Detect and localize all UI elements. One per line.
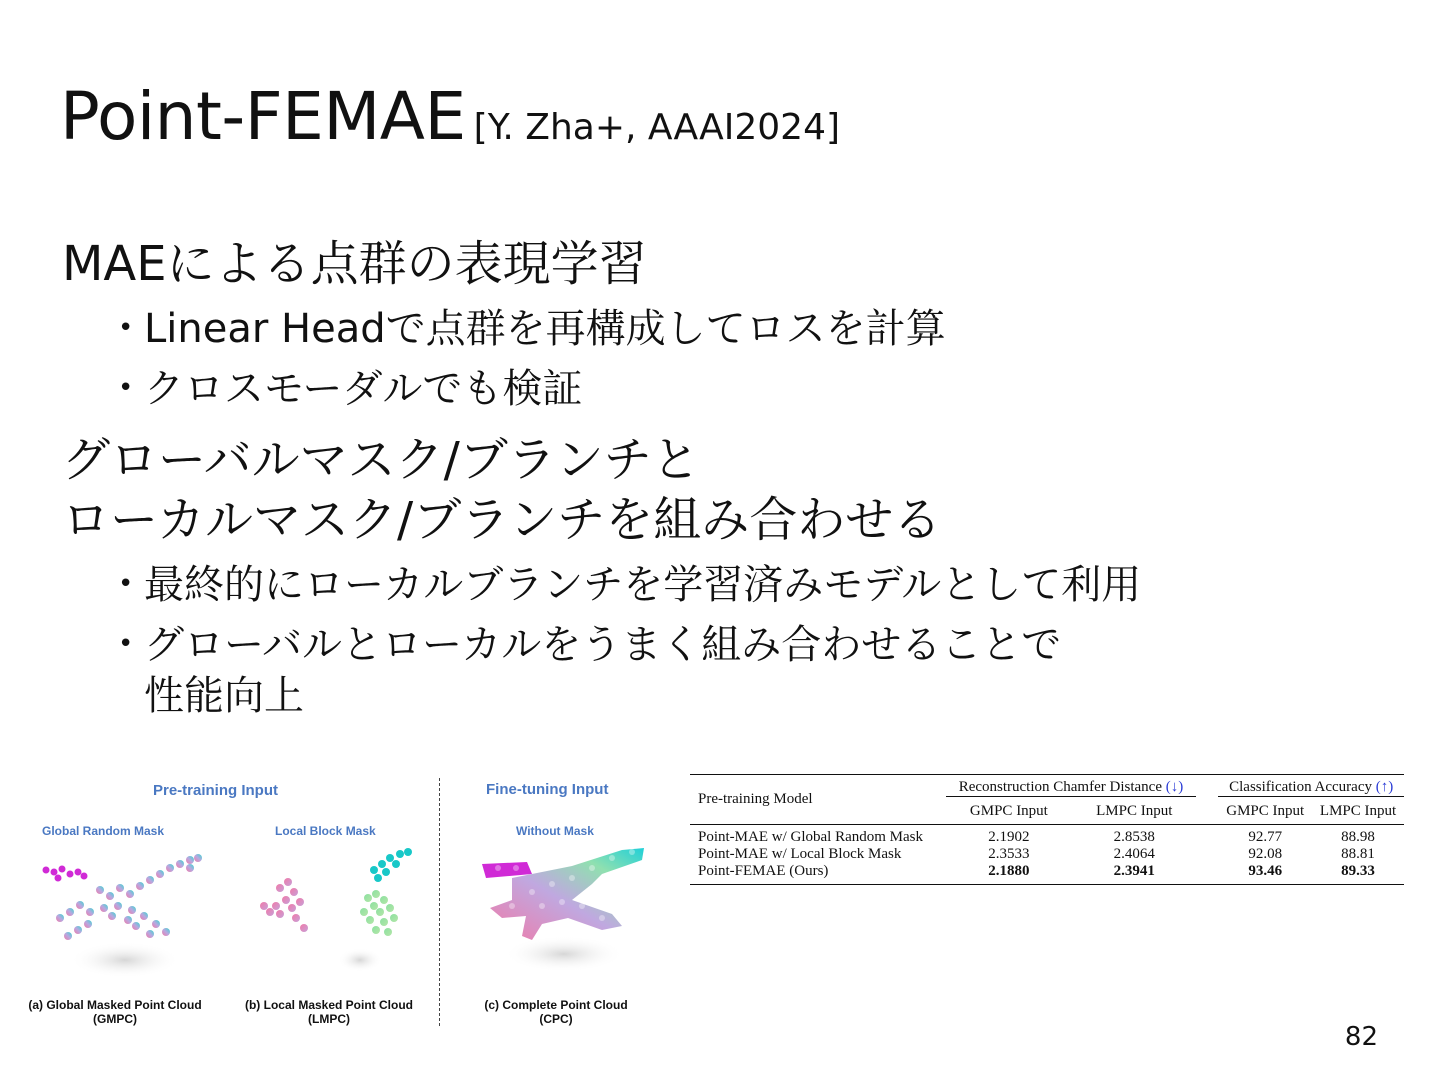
sub-lmpc-input: LMPC Input (1319, 803, 1397, 819)
table-spacer (1196, 797, 1218, 825)
page-number: 82 (1344, 1022, 1378, 1052)
bullet-dot: • (118, 313, 134, 343)
cell-value: 2.3533 (988, 846, 1030, 862)
cell-value: 88.81 (1341, 846, 1375, 862)
bullet-text: Linear Headで点群を再構成してロスを計算 (144, 306, 946, 352)
caption-gmpc (10, 998, 220, 1026)
title-main: Point-FEMAE (60, 78, 466, 155)
pretrain-header: Pre-training Input (153, 782, 278, 799)
caption-lmpc (224, 998, 434, 1026)
group-reconstruction (946, 775, 1197, 797)
cell-value: 2.3941 (1113, 863, 1155, 879)
arrow-up-icon: (↑) (1375, 779, 1394, 795)
caption-cpc (456, 998, 656, 1026)
caption-lmpc-line2: (LMPC) (308, 1012, 350, 1026)
caption-lmpc-line1: (b) Local Masked Point Cloud (244, 998, 413, 1012)
bullet-item (118, 364, 582, 413)
point-cloud-figure (10, 770, 660, 1040)
table-spacer (1196, 863, 1218, 885)
cell-value: 2.1880 (988, 863, 1030, 879)
cell-model: Point-MAE w/ Local Block Mask (698, 846, 902, 862)
cell-value: 93.46 (1248, 863, 1283, 879)
sub-global-random-mask: Global Random Mask (42, 824, 165, 838)
section-heading-global-local-1: グローバルマスク/ブランチと (62, 432, 700, 488)
caption-gmpc-line2: (GMPC) (93, 1012, 137, 1026)
results-table (690, 774, 1404, 885)
sub-gmpc-input: GMPC Input (969, 803, 1048, 819)
lmpc-point-cloud-image (250, 848, 420, 978)
cell-model: Point-MAE w/ Global Random Mask (698, 829, 923, 845)
col-pretraining-model: Pre-training Model (698, 791, 813, 807)
table-row (690, 825, 1404, 847)
arrow-down-icon: (↓) (1165, 779, 1184, 795)
sub-local-block-mask: Local Block Mask (275, 824, 376, 838)
table-row (690, 863, 1404, 885)
table-spacer (1196, 846, 1218, 863)
bullet-continuation: 性能向上 (144, 673, 304, 719)
bullet-dot: • (118, 569, 134, 599)
caption-cpc-line1: (c) Complete Point Cloud (484, 998, 628, 1012)
bullet-dot: • (118, 373, 134, 403)
group-classification (1218, 775, 1404, 797)
bullet-dot: • (118, 629, 134, 659)
title-citation: [Y. Zha+, AAAI2024] (473, 107, 841, 148)
section-heading-mae: MAEによる点群の表現学習 (62, 236, 647, 292)
cell-value: 88.98 (1341, 829, 1375, 845)
gmpc-point-cloud-image (40, 850, 210, 980)
table-header-row (690, 775, 1404, 797)
table-spacer (1196, 775, 1218, 797)
group-reconstruction-label: Reconstruction Chamfer Distance (958, 779, 1162, 795)
caption-cpc-line2: (CPC) (539, 1012, 573, 1026)
bullet-item (118, 560, 1141, 609)
cell-value: 2.4064 (1113, 846, 1155, 862)
slide-title (60, 78, 840, 155)
cell-value: 92.08 (1248, 846, 1283, 862)
finetune-header: Fine-tuning Input (486, 781, 609, 798)
sub-lmpc-input: LMPC Input (1096, 803, 1173, 819)
cell-model: Point-FEMAE (Ours) (698, 863, 829, 879)
bullet-item (118, 620, 1061, 669)
figure-divider (439, 778, 440, 1026)
bullet-text: グローバルとローカルをうまく組み合わせることで (144, 622, 1062, 668)
sub-without-mask: Without Mask (516, 824, 594, 838)
sub-gmpc-input: GMPC Input (1226, 803, 1305, 819)
group-classification-label: Classification Accuracy (1229, 779, 1372, 795)
cell-value: 2.8538 (1113, 829, 1155, 845)
bullet-text: 最終的にローカルブランチを学習済みモデルとして利用 (144, 562, 1142, 608)
caption-gmpc-line1: (a) Global Masked Point Cloud (28, 998, 202, 1012)
cpc-point-cloud-image (472, 844, 652, 979)
bullet-item (118, 304, 946, 353)
bullet-text: クロスモーダルでも検証 (144, 366, 583, 412)
table-row (690, 846, 1404, 863)
cell-value: 2.1902 (988, 829, 1030, 845)
table-spacer (1196, 825, 1218, 847)
section-heading-global-local-2: ローカルマスク/ブランチを組み合わせる (62, 492, 942, 548)
cell-value: 92.77 (1248, 829, 1283, 845)
cell-value: 89.33 (1341, 863, 1375, 879)
